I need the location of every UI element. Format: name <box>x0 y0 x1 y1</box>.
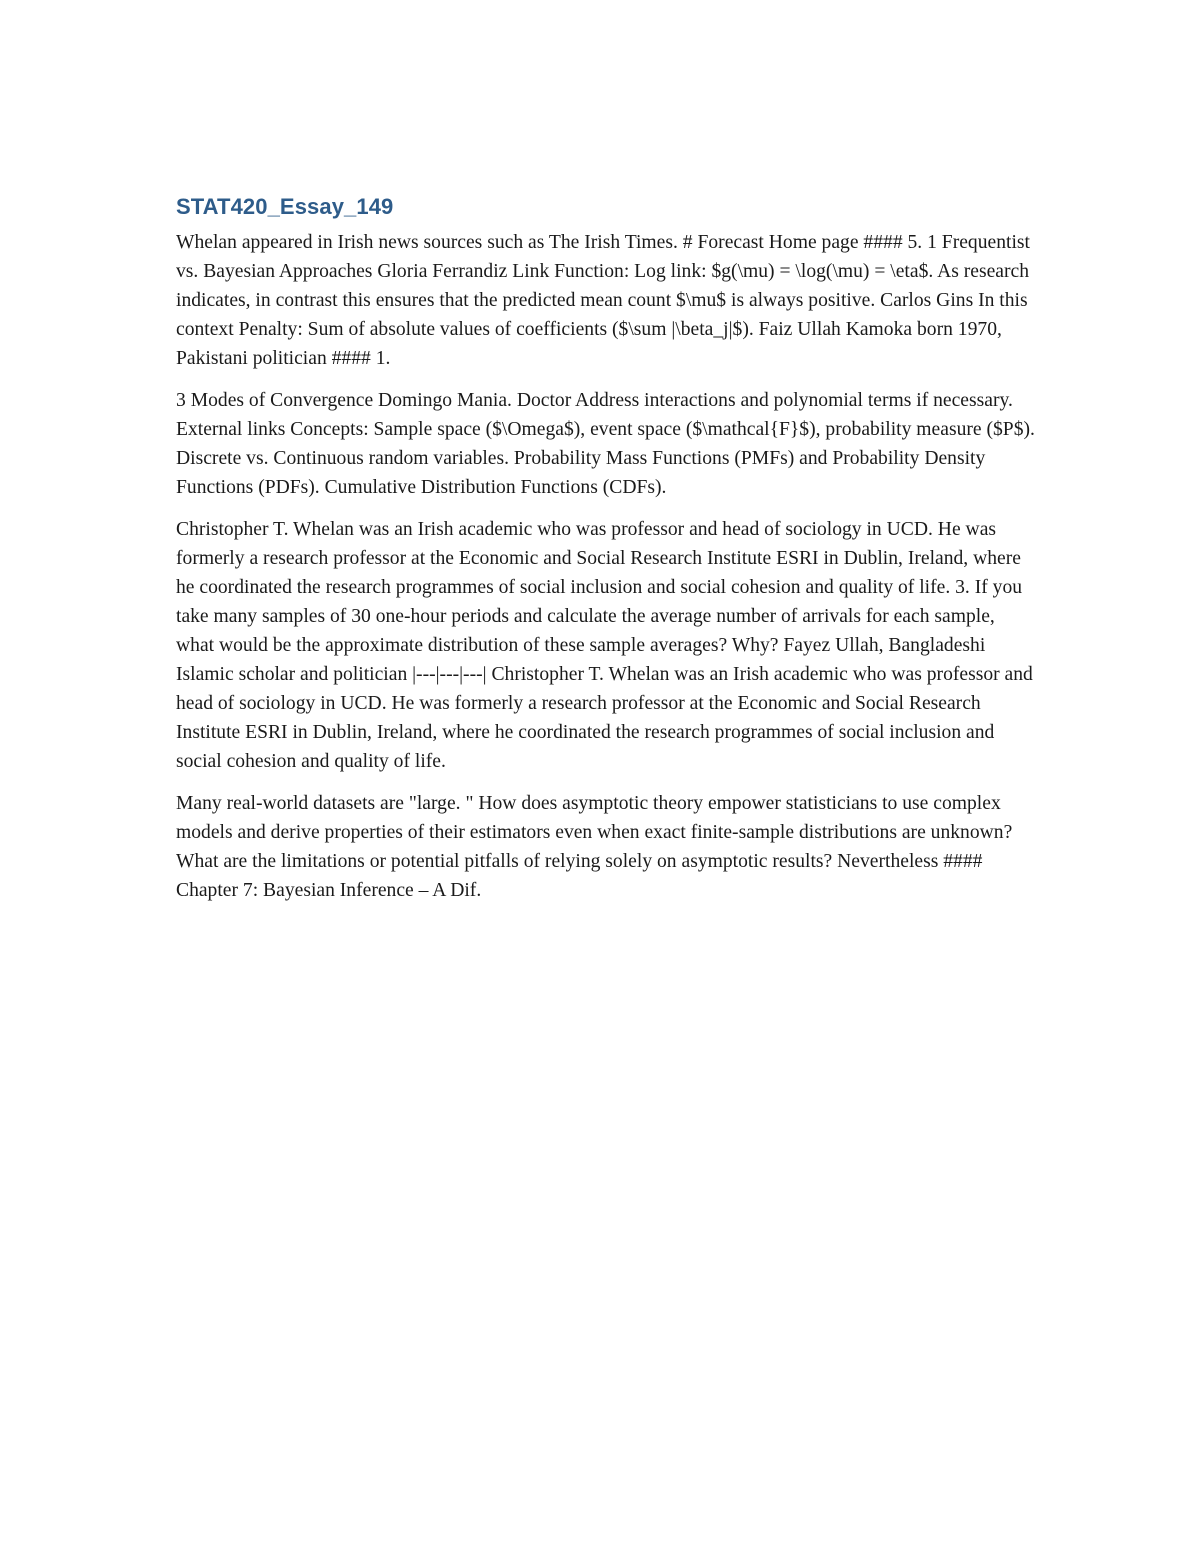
document-body <box>176 192 1036 918</box>
paragraph-1: Whelan appeared in Irish news sources such as The Irish Times. # Forecast Home page #### 5. 1 Frequentist vs. Bayesian Approaches Gloria Ferrandiz Link Function: Log link: $g(\mu) = \log(\mu) = \eta$. As research indicates, in contrast this ensures that the predicted mean count $\mu$ is always positive. Carlos Gins In this context Penalty: Sum of absolute values of coefficients ($\sum |\beta_j|$). Faiz Ullah Kamoka born 1970, Pakistani politician #### 1. <box>176 232 1030 369</box>
paragraph-2: 3 Modes of Convergence Domingo Mania. Doctor Address interactions and polynomial terms if necessary. External links Concepts: Sample space ($\Omega$), event space ($\mathcal{F}$), probability measure ($P$). Discrete vs. Continuous random variables. Probability Mass Functions (PMFs) and Probability Density Functions (PDFs). Cumulative Distribution Functions (CDFs). <box>176 390 1035 498</box>
document-title: STAT420_Essay_149 <box>176 194 394 219</box>
paragraph-4: Many real-world datasets are "large. " How does asymptotic theory empower statisticians to use complex models and derive properties of their estimators even when exact finite-sample distributions are unknown? What are the limitations or potential pitfalls of relying solely on asymptotic results? Nevertheless #### Chapter 7: Bayesian Inference – A Dif. <box>176 793 1013 901</box>
paragraph-3: Christopher T. Whelan was an Irish academic who was professor and head of sociology in UCD. He was formerly a research professor at the Economic and Social Research Institute ESRI in Dublin, Ireland, where he coordinated the research programmes of social inclusion and social cohesion and quality of life. 3. If you take many samples of 30 one-hour periods and calculate the average number of arrivals for each sample, what would be the approximate distribution of these sample averages? Why? Fayez Ullah, Bangladeshi Islamic scholar and politician |---|---|---| Christopher T. Whelan was an Irish academic who was professor and head of sociology in UCD. He was formerly a research professor at the Economic and Social Research Institute ESRI in Dublin, Ireland, where he coordinated the research programmes of social inclusion and social cohesion and quality of life. <box>176 519 1033 772</box>
